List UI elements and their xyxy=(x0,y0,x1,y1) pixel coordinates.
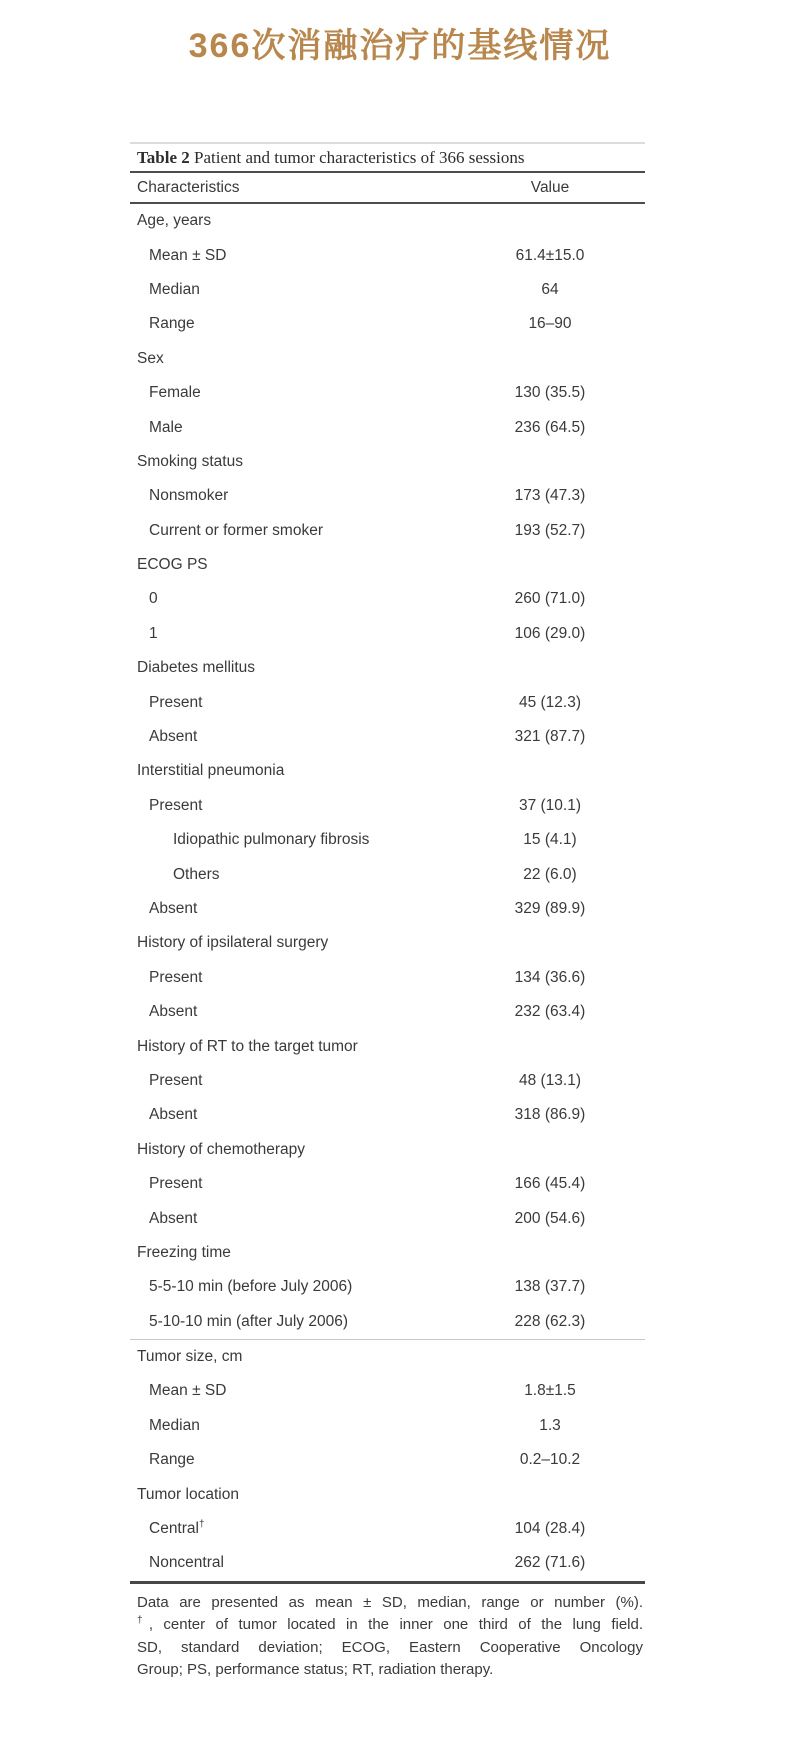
table-header-row xyxy=(130,173,645,202)
row-label: Sex xyxy=(137,349,164,367)
table-row xyxy=(130,1305,645,1339)
dagger-symbol: † xyxy=(198,1518,205,1530)
table-row xyxy=(130,479,645,513)
table-row xyxy=(130,926,645,960)
table-row xyxy=(130,548,645,582)
table-row xyxy=(130,445,645,479)
row-label: Central† xyxy=(149,1518,205,1538)
row-label: Present xyxy=(149,796,203,814)
table-row xyxy=(130,1133,645,1167)
row-value: 232 (63.4) xyxy=(514,1003,586,1021)
table-row xyxy=(130,1236,645,1270)
row-label: Absent xyxy=(149,1209,198,1227)
row-value: 173 (47.3) xyxy=(514,487,586,505)
table-row xyxy=(130,376,645,410)
table-caption xyxy=(130,144,645,171)
row-label: Range xyxy=(149,315,195,333)
row-label: Freezing time xyxy=(137,1243,231,1261)
column-header-characteristics: Characteristics xyxy=(137,178,240,196)
row-value: 106 (29.0) xyxy=(514,624,586,642)
row-label: 5-5-10 min (before July 2006) xyxy=(149,1278,353,1296)
row-label: History of ipsilateral surgery xyxy=(137,934,329,952)
row-label: Idiopathic pulmonary fibrosis xyxy=(173,831,370,849)
row-value: 193 (52.7) xyxy=(514,521,586,539)
row-value: 134 (36.6) xyxy=(514,968,586,986)
row-value: 130 (35.5) xyxy=(514,384,586,402)
table-row xyxy=(130,273,645,307)
row-label: Current or former smoker xyxy=(149,521,323,539)
row-value: 1.3 xyxy=(539,1416,561,1434)
table-row xyxy=(130,720,645,754)
row-value: 318 (86.9) xyxy=(514,1106,586,1124)
table-row xyxy=(130,238,645,272)
table-row xyxy=(130,823,645,857)
row-label: History of chemotherapy xyxy=(137,1140,305,1158)
table-row xyxy=(130,617,645,651)
table-row xyxy=(130,857,645,891)
row-label: Nonsmoker xyxy=(149,487,229,505)
table-row xyxy=(130,1201,645,1235)
row-value: 166 (45.4) xyxy=(514,1175,586,1193)
footnote-line-4: Group; PS, performance status; RT, radiation therapy. xyxy=(137,1661,494,1679)
table-row xyxy=(130,1409,645,1443)
table-row xyxy=(130,342,645,376)
table-row xyxy=(130,1029,645,1063)
row-label: Age, years xyxy=(137,212,212,230)
table-row xyxy=(130,961,645,995)
column-header-value: Value xyxy=(530,178,570,196)
table-row xyxy=(130,514,645,548)
row-label: Absent xyxy=(149,900,198,917)
table-footnote xyxy=(130,1584,645,1682)
row-label: Tumor location xyxy=(137,1485,239,1503)
table-row xyxy=(130,410,645,444)
table-caption-text: Patient and tumor characteristics of 366 sessions xyxy=(189,148,525,167)
table-row xyxy=(130,995,645,1029)
row-value: 104 (28.4) xyxy=(514,1520,586,1538)
row-value: 138 (37.7) xyxy=(514,1278,586,1296)
table-row xyxy=(130,204,645,238)
row-label: Male xyxy=(149,418,183,436)
row-value: 22 (6.0) xyxy=(523,865,577,883)
row-label: Mean ± SD xyxy=(149,246,227,264)
dagger-symbol: † xyxy=(137,1615,149,1627)
row-value: 16–90 xyxy=(528,315,572,333)
row-value: 45 (12.3) xyxy=(518,693,582,711)
row-value: 260 (71.0) xyxy=(514,590,586,608)
table-row xyxy=(130,1064,645,1098)
table-row xyxy=(130,1477,645,1511)
row-label: Absent xyxy=(149,728,198,746)
row-label: Present xyxy=(149,968,203,986)
table-row xyxy=(130,1098,645,1132)
table-row xyxy=(130,1443,645,1477)
table-row xyxy=(130,892,645,926)
row-label: Median xyxy=(149,280,200,298)
row-value: 228 (62.3) xyxy=(514,1312,586,1330)
row-label: Smoking status xyxy=(137,452,243,470)
row-value: 64 xyxy=(541,280,559,298)
footnote-line-2-text: , center of tumor located in the inner one third of the lung field. xyxy=(148,1616,644,1634)
row-label: Present xyxy=(149,1071,203,1089)
row-value: 61.4±15.0 xyxy=(515,246,585,264)
row-label: ECOG PS xyxy=(137,556,208,574)
row-value: 329 (89.9) xyxy=(514,900,586,917)
table-row xyxy=(130,754,645,788)
table-row xyxy=(130,1546,645,1580)
row-label: Noncentral xyxy=(149,1554,224,1572)
row-value: 15 (4.1) xyxy=(523,831,577,849)
row-label: Absent xyxy=(149,1106,198,1124)
row-label: Female xyxy=(149,384,201,402)
row-label: Present xyxy=(149,1175,203,1193)
paper-table xyxy=(130,142,645,1682)
row-label: Absent xyxy=(149,1003,198,1021)
row-label: Range xyxy=(149,1451,195,1469)
row-value: 236 (64.5) xyxy=(514,418,586,436)
row-value: 0.2–10.2 xyxy=(519,1451,581,1469)
table-row xyxy=(130,789,645,823)
footnote-line-1: Data are presented as mean ± SD, median, range or number (%). xyxy=(137,1593,643,1611)
row-label: Present xyxy=(149,693,203,711)
table-row xyxy=(130,1167,645,1201)
table-caption-number: Table 2 xyxy=(137,148,190,167)
table-row xyxy=(130,651,645,685)
table-body xyxy=(130,204,645,1581)
row-label: Mean ± SD xyxy=(149,1382,227,1400)
row-value: 321 (87.7) xyxy=(514,728,586,746)
row-value: 48 (13.1) xyxy=(518,1071,582,1089)
table-row xyxy=(130,1512,645,1546)
table-row xyxy=(130,1374,645,1408)
page-title: 366次消融治疗的基线情况 xyxy=(188,27,612,65)
table-row xyxy=(130,307,645,341)
row-label: Interstitial pneumonia xyxy=(137,762,285,780)
row-value: 262 (71.6) xyxy=(514,1554,586,1572)
row-value: 1.8±1.5 xyxy=(524,1382,576,1400)
row-label: Median xyxy=(149,1416,200,1434)
row-label: 5-10-10 min (after July 2006) xyxy=(149,1312,349,1330)
row-label: Diabetes mellitus xyxy=(137,659,256,677)
footnote-line-3: SD, standard deviation; ECOG, Eastern Cooperative Oncology xyxy=(137,1638,643,1656)
table-row xyxy=(130,1270,645,1304)
row-value: 200 (54.6) xyxy=(514,1209,586,1227)
row-label: History of RT to the target tumor xyxy=(137,1037,358,1055)
row-label: 1 xyxy=(149,624,158,642)
row-label: Others xyxy=(173,865,220,883)
table-row xyxy=(130,582,645,616)
table-row xyxy=(130,685,645,719)
row-label: Tumor size, cm xyxy=(137,1348,243,1366)
table-row xyxy=(130,1340,645,1374)
row-value: 37 (10.1) xyxy=(518,796,582,814)
row-label: 0 xyxy=(149,590,158,608)
footnote-line-2 xyxy=(137,1614,643,1637)
